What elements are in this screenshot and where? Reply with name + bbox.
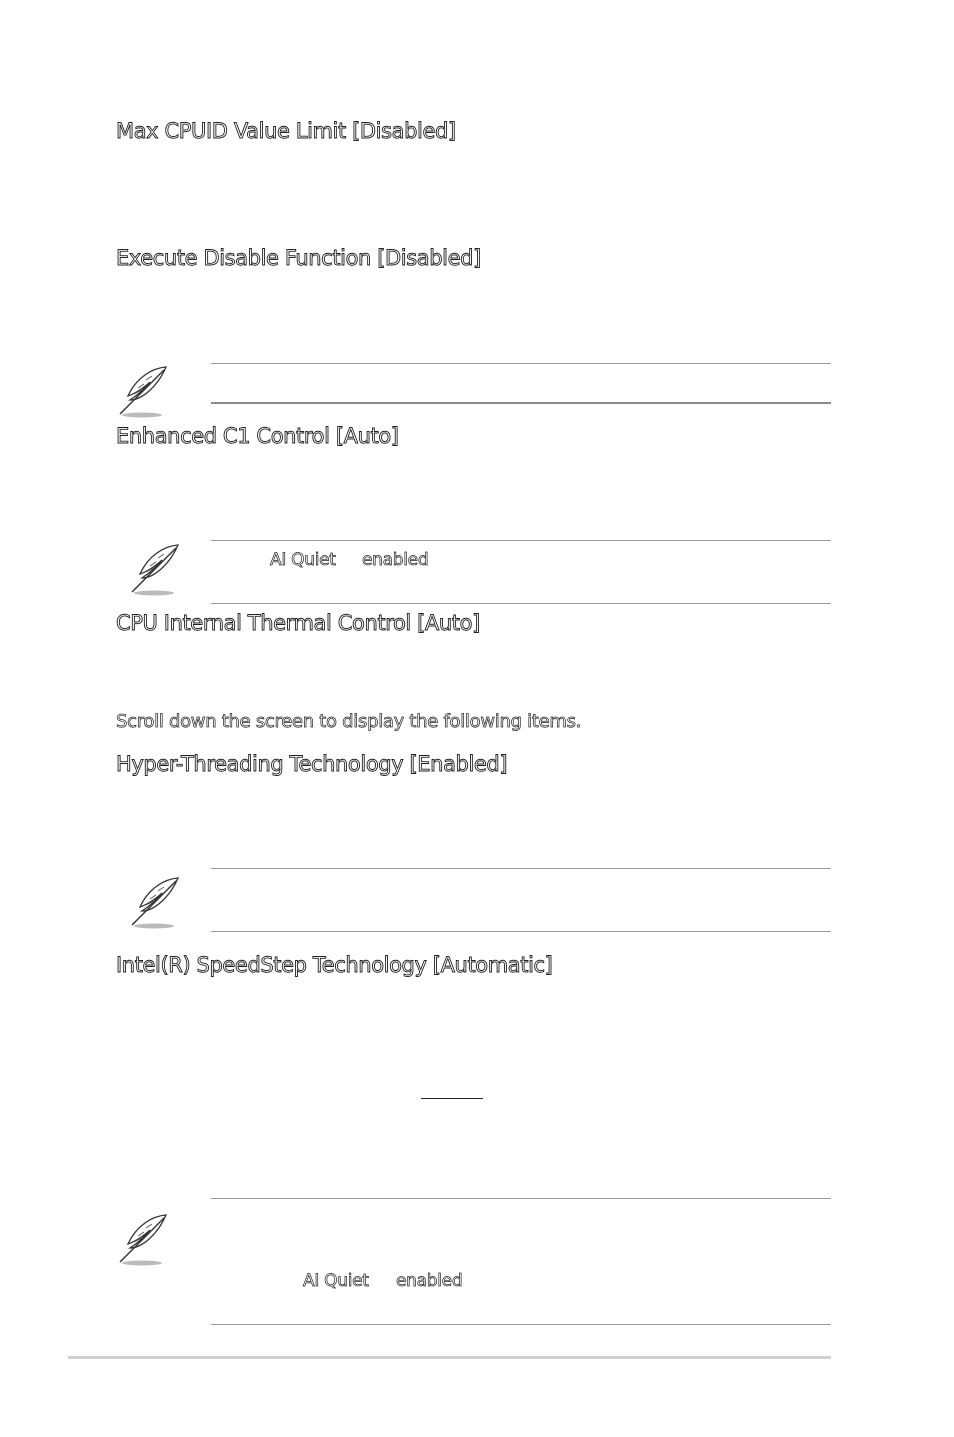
feather-note-icon — [126, 875, 184, 931]
note-rule-bottom — [211, 1324, 831, 1325]
scroll-instruction: Scroll down the screen to display the following items. — [116, 711, 582, 732]
feather-note-icon — [114, 1212, 172, 1268]
underline-mark — [421, 1098, 483, 1099]
feather-note-icon — [114, 364, 172, 420]
note-ai-quiet: AI Quiet — [270, 550, 336, 570]
note-rule-bottom — [211, 931, 831, 932]
note-rule-top — [211, 363, 831, 364]
note-rule-top — [211, 1198, 831, 1199]
note-ai-quiet: AI Quiet — [303, 1271, 369, 1291]
heading-enhanced-c1: Enhanced C1 Control [Auto] — [116, 424, 399, 448]
heading-execute-disable: Execute Disable Function [Disabled] — [116, 246, 481, 270]
note-rule-bottom — [211, 402, 831, 404]
heading-speedstep: Intel(R) SpeedStep Technology [Automatic] — [116, 953, 553, 977]
feather-note-icon — [126, 542, 184, 598]
heading-max-cpuid: Max CPUID Value Limit [Disabled] — [116, 119, 456, 143]
footer-rule — [68, 1356, 831, 1359]
heading-cpu-thermal: CPU Internal Thermal Control [Auto] — [116, 611, 480, 635]
note-rule-top — [211, 868, 831, 869]
note-enabled: enabled — [362, 550, 429, 570]
note-rule-bottom — [211, 603, 831, 604]
note-enabled: enabled — [396, 1271, 463, 1291]
note-rule-top — [211, 540, 831, 541]
heading-hyper-threading: Hyper-Threading Technology [Enabled] — [116, 752, 508, 776]
